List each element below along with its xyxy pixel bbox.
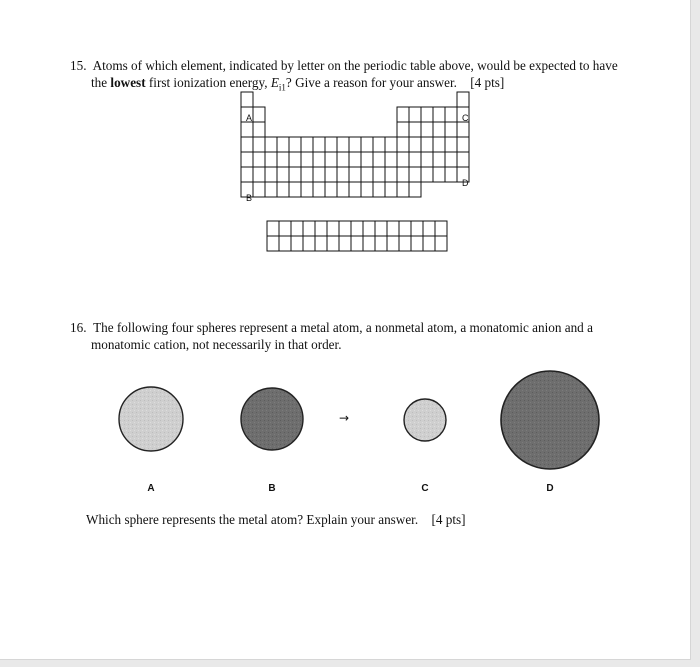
sphere-d (501, 371, 599, 469)
periodic-label-a: A (246, 113, 253, 123)
arrow-glyph: → (339, 411, 350, 425)
q15-pre: the (91, 75, 108, 90)
q15-tail: ? Give a reason for your answer. (285, 75, 457, 90)
periodic-label-d: D (462, 178, 469, 188)
sphere-a (119, 387, 183, 451)
question-16-number: 16. (70, 320, 87, 335)
question-16-line1: The following four spheres represent a metal atom, a nonmetal atom, a monatomic anion and a (93, 320, 593, 335)
sphere-b (241, 388, 303, 450)
q15-bold-lowest: lowest (110, 75, 146, 90)
question-15-line1: Atoms of which element, indicated by letter on the periodic table above, would be expected to have (92, 58, 618, 73)
question-15-number: 15. (70, 58, 87, 73)
question-16-followup (86, 512, 466, 528)
q15-post: first ionization energy, (148, 75, 268, 90)
periodic-label-c: C (462, 113, 469, 123)
periodic-label-b: B (246, 193, 253, 203)
sphere-label-d: D (546, 483, 554, 494)
sphere-label-a: A (147, 483, 155, 494)
followup-points: [4 pts] (431, 512, 466, 527)
sphere-label-b: B (268, 483, 276, 494)
q15-points: [4 pts] (470, 75, 505, 90)
ionization-energy-symbol: E (270, 75, 279, 90)
question-16-line2: monatomic cation, not necessarily in that order. (91, 337, 342, 352)
ionization-energy-subscript: i1 (278, 82, 286, 93)
sphere-c (404, 399, 446, 441)
sphere-label-c: C (421, 483, 429, 494)
followup-text: Which sphere represents the metal atom? Explain your answer. (86, 512, 419, 527)
